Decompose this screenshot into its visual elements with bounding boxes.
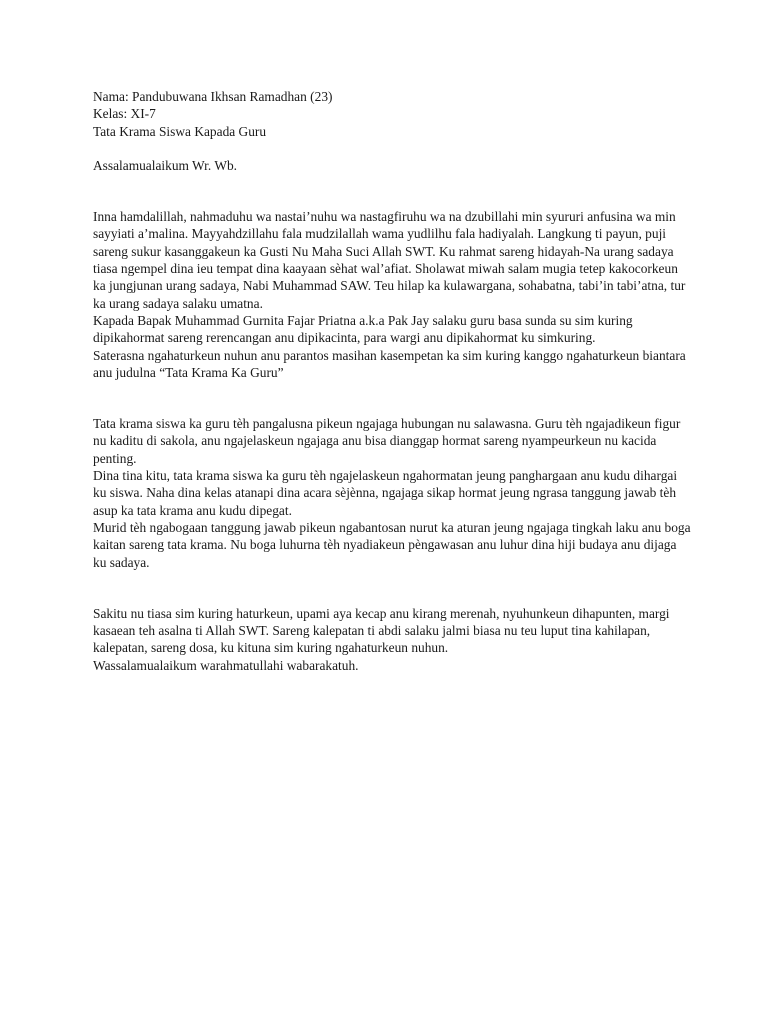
student-name: Nama: Pandubuwana Ikhsan Ramadhan (23) [93,89,333,104]
closing-paragraph: Sakitu nu tiasa sim kuring haturkeun, upami aya kecap anu kirang merenah, nyuhunkeun dihapunten, margi kasaean teh asalna ti Allah SWT. Sareng kalepatan ti abdi salaku jalmi biasa nu teu luput tina kahilapan, kalepatan, sareng dosa, ku kituna sim kuring ngahaturkeun nuhun. [93,605,670,656]
thanks-paragraph: Saterasna ngahaturkeun nuhun anu parantos masihan kasempetan ka sim kuring kanggo ngahaturkeun biantara anu judulna “Tata Krama Ka Guru” [93,347,686,380]
closing-greeting: Wassalamualaikum warahmatullahi wabarakatuh. [93,657,359,673]
spacer [93,381,693,415]
document-body [93,88,693,674]
student-class: Kelas: XI-7 [93,106,156,122]
spacer [93,174,693,208]
body-paragraph-3: Murid tèh ngabogaan tanggung jawab pikeun ngabantosan nurut ka aturan jeung ngajaga tingkah laku anu boga kaitan sareng tata krama. Nu boga luhurna tèh nyadiakeun pèngawasan anu luhur dina hiji budaya anu dijaga ku sadaya. [93,519,691,570]
spacer [93,140,693,157]
body-paragraph-2: Dina tina kitu, tata krama siswa ka guru tèh ngajelaskeun ngahormatan jeung panghargaan anu kudu dihargai ku siswa. Naha dina kelas atanapi dina acara sèjènna, ngajaga sikap hormat jeung ngrasa tanggung jawab tèh asup ka tata krama anu kudu dipegat. [93,468,678,518]
address-paragraph: Kapada Bapak Muhammad Gurnita Fajar Priatna a.k.a Pak Jay salaku guru basa sunda su sim kuring dipikahormat sareng rerencangan anu dipikacinta, para wargi anu dipikahormat ku simkuring. [93,312,633,346]
spacer [93,571,693,605]
body-paragraph-1: Tata krama siswa ka guru tèh pangalusna pikeun ngajaga hubungan nu salawasna. Guru tèh ngajadikeun figur nu kaditu di sakola, anu ngajelaskeun ngajaga anu bisa dianggap hormat sareng nyampeurkeun nu kacida penting. [93,416,681,466]
opening-paragraph: Inna hamdalillah, nahmaduhu wa nastai’nuhu wa nastagfiruhu wa na dzubillahi min syururi anfusina wa min sayyiati a’malina. Mayyahdzillahu fala mudzilallah wama yudlilhu fala hadiyalah. Langkung ti payun, puji sareng sukur kasanggakeun ka Gusti Nu Maha Suci Allah SWT. Ku rahmat sareng hidayah-Na urang sadaya tiasa ngempel dina ieu tempat dina kaayaan sèhat wal’afiat. Sholawat miwah salam mugia tetep kakocorkeun ka jungjunan urang sadaya, Nabi Muhammad SAW. Teu hilap ka kulawargana, sohabatna, tabi’in tabi’atna, tur ka urang sadaya salaku umatna. [93,209,686,311]
opening-greeting: Assalamualaikum Wr. Wb. [93,157,238,173]
speech-title: Tata Krama Siswa Kapada Guru [93,123,267,139]
